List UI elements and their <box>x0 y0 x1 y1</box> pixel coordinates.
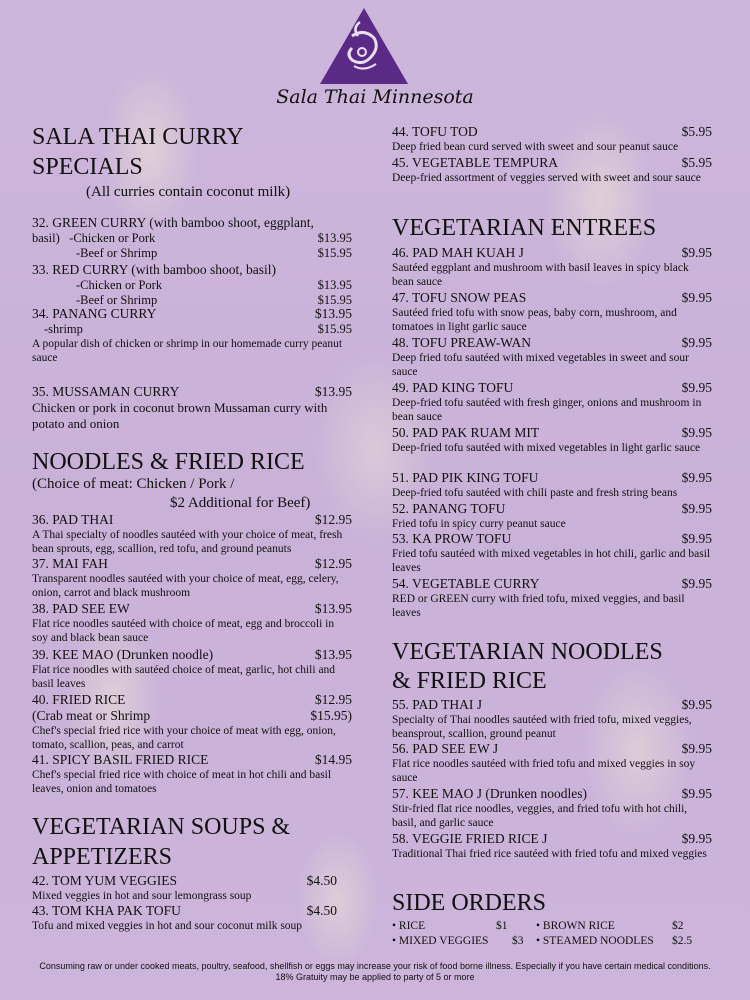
item-price: $13.95 <box>317 231 352 245</box>
curry-title-2: SPECIALS <box>32 154 143 180</box>
item-name: 49. PAD KING TOFU <box>392 380 514 395</box>
item-name: 37. MAI FAH <box>32 556 108 571</box>
menu-item-33 <box>32 262 352 308</box>
noodles-note: (Choice of meat: Chicken / Pork / <box>32 476 235 492</box>
item-price: $9.95 <box>681 380 712 395</box>
item-option: -Beef or Shrimp <box>76 246 158 260</box>
item-desc: Flat rice noodles sautéed with fried tofu and mixed veggies in soy sauce <box>392 758 696 784</box>
item-name: 42. TOM YUM VEGGIES <box>32 873 178 888</box>
menu-item-35 <box>32 384 352 432</box>
side-price: $2.5 <box>672 935 693 947</box>
side-price: $3 <box>512 935 524 947</box>
item-name: 50. PAD PAK RUAM MIT <box>392 425 540 440</box>
footer-disclaimer: Consuming raw or under cooked meats, poultry, seafood, shellfish or eggs may increase your risk of food borne illness. Especially if you have certain medical conditions. <box>39 961 711 971</box>
noodles-title: NOODLES & FRIED RICE <box>32 449 305 475</box>
item-price: $9.95 <box>681 501 712 516</box>
menu-item-57 <box>392 786 712 830</box>
menu-item-52 <box>392 501 712 531</box>
item-desc: Tofu and mixed veggies in hot and sour coconut milk soup <box>32 920 303 932</box>
menu-item-53 <box>392 531 712 575</box>
side-item: • STEAMED NOODLES <box>536 935 654 947</box>
item-desc: Stir-fried flat rice noodles, veggies, and fried tofu with hot chili, basil, and garlic sauce <box>392 803 688 829</box>
item-price: $12.95 <box>314 692 352 707</box>
item-price: $14.95 <box>314 752 352 767</box>
item-name: 32. GREEN CURRY (with bamboo shoot, eggplant, <box>32 215 314 230</box>
item-price: $4.50 <box>306 873 337 888</box>
item-desc: Fried tofu in spicy curry peanut sauce <box>392 518 566 530</box>
item-name: 55. PAD THAI J <box>392 697 483 712</box>
menu-item-49 <box>392 380 712 424</box>
item-name-2: (Crab meat or Shrimp <box>32 708 151 723</box>
item-desc: Chef's special fried rice with choice of meat in hot chili and basil leaves, onion and tomatoes <box>32 769 332 795</box>
item-price: $5.95 <box>681 155 712 170</box>
item-price: $13.95 <box>314 647 352 662</box>
item-name: 40. FRIED RICE <box>32 692 126 707</box>
menu-item-32 <box>32 215 352 261</box>
item-desc: Transparent noodles sautéed with your choice of meat, egg, celery, onion, carrot and black mushroom <box>32 573 339 599</box>
item-name: 56. PAD SEE EW J <box>392 741 499 756</box>
item-name: 34. PANANG CURRY <box>32 306 157 321</box>
item-desc: Mixed veggies in hot and sour lemongrass soup <box>32 890 252 902</box>
item-desc: Deep fried tofu sautéed with mixed vegetables in sweet and sour sauce <box>392 352 689 378</box>
item-price: $9.95 <box>681 531 712 546</box>
sides-title: SIDE ORDERS <box>392 890 547 916</box>
item-desc: Deep-fried assortment of veggies served with sweet and sour sauce <box>392 172 701 184</box>
item-price: $15.95 <box>317 293 352 307</box>
item-price: $9.95 <box>681 786 712 801</box>
item-name: 43. TOM KHA PAK TOFU <box>32 903 181 918</box>
item-desc: Flat rice noodles sautéed with choice of meat, egg and broccoli in soy and black bean sauce <box>32 618 335 644</box>
menu-item-34 <box>32 306 352 365</box>
item-price: $9.95 <box>681 470 712 485</box>
item-desc: Deep fried bean curd served with sweet and sour peanut sauce <box>392 141 679 153</box>
item-option: -Beef or Shrimp <box>76 293 158 307</box>
menu-item-50 <box>392 425 712 455</box>
item-price: $5.95 <box>681 124 712 139</box>
item-price: $9.95 <box>681 425 712 440</box>
item-price: $9.95 <box>681 245 712 260</box>
soups-title-2: APPETIZERS <box>32 844 173 870</box>
menu-item-48 <box>392 335 712 379</box>
item-name: 58. VEGGIE FRIED RICE J <box>392 831 548 846</box>
menu-item-39 <box>32 647 352 691</box>
item-desc: A popular dish of chicken or shrimp in our homemade curry peanut sauce <box>32 338 343 364</box>
side-price: $1 <box>496 920 508 932</box>
menu-item-37 <box>32 556 352 600</box>
item-desc: Sautéed fried tofu with snow peas, baby corn, mushroom, and tomatoes in light garlic sauce <box>392 307 677 333</box>
item-price: $9.95 <box>681 576 712 591</box>
item-name: 47. TOFU SNOW PEAS <box>392 290 527 305</box>
footer-gratuity: 18% Gratuity may be applied to party of 5 or more <box>275 972 475 982</box>
menu-item-51 <box>392 470 712 500</box>
item-name-cont: basil) <box>32 231 60 245</box>
item-name: 41. SPICY BASIL FRIED RICE <box>32 752 209 767</box>
vnoodles-title-2: & FRIED RICE <box>392 668 547 694</box>
item-name: 53. KA PROW TOFU <box>392 531 512 546</box>
noodles-note-2: $2 Additional for Beef) <box>170 495 311 511</box>
item-price: $15.95 <box>317 322 352 336</box>
item-name: 33. RED CURRY (with bamboo shoot, basil) <box>32 262 277 277</box>
item-name: 57. KEE MAO J (Drunken noodles) <box>392 786 587 801</box>
item-price: $12.95 <box>314 512 352 527</box>
entrees-title: VEGETARIAN ENTREES <box>392 215 657 241</box>
item-name: 46. PAD MAH KUAH J <box>392 245 524 260</box>
item-name: 36. PAD THAI <box>32 512 114 527</box>
menu-item-54 <box>392 576 712 620</box>
menu-item-55 <box>392 697 712 741</box>
side-item: • MIXED VEGGIES <box>392 935 489 947</box>
item-desc: Sautéed eggplant and mushroom with basil leaves in spicy black bean sauce <box>392 262 689 288</box>
item-desc: A Thai specialty of noodles sautéed with your choice of meat, fresh bean sprouts, egg, scallion, red tofu, and ground peanuts <box>32 529 343 555</box>
item-option: -Chicken or Pork <box>69 231 156 245</box>
item-price: $9.95 <box>681 335 712 350</box>
side-row-2 <box>392 934 692 949</box>
menu-item-45 <box>392 155 712 185</box>
item-desc: Chicken or pork in coconut brown Mussaman curry with potato and onion <box>32 400 328 431</box>
menu-item-47 <box>392 290 712 334</box>
item-name: 38. PAD SEE EW <box>32 601 130 616</box>
item-desc: Deep-fried tofu sautéed with mixed vegetables in light garlic sauce <box>392 442 701 454</box>
side-item: • BROWN RICE <box>536 920 615 932</box>
footer <box>20 961 730 983</box>
sala-thai-logo <box>318 6 410 86</box>
item-price: $13.95 <box>317 278 352 292</box>
curry-title: SALA THAI CURRY <box>32 124 244 150</box>
item-price-2: $15.95) <box>310 708 352 723</box>
menu-item-44 <box>392 124 712 154</box>
item-price: $12.95 <box>314 556 352 571</box>
menu-item-40 <box>32 692 352 752</box>
item-name: 48. TOFU PREAW-WAN <box>392 335 532 350</box>
side-item: • RICE <box>392 920 426 932</box>
item-price: $9.95 <box>681 697 712 712</box>
item-desc: Specialty of Thai noodles sautéed with fried tofu, mixed veggies, beansprout, scallion, ground peanut <box>392 714 692 740</box>
item-name: 35. MUSSAMAN CURRY <box>32 384 180 399</box>
item-name: 39. KEE MAO (Drunken noodle) <box>32 647 214 662</box>
menu-item-38 <box>32 601 352 645</box>
item-desc: RED or GREEN curry with fried tofu, mixed veggies, and basil leaves <box>392 593 685 619</box>
item-desc: Deep-fried tofu sautéed with chili paste and fresh string beans <box>392 487 678 499</box>
item-desc: Deep-fried tofu sautéed with fresh ginger, onions and mushroom in bean sauce <box>392 397 702 423</box>
side-row-1 <box>392 919 684 934</box>
menu-item-42 <box>32 873 337 903</box>
item-price: $9.95 <box>681 741 712 756</box>
menu-item-41 <box>32 752 352 796</box>
item-name: 45. VEGETABLE TEMPURA <box>392 155 559 170</box>
item-desc: Fried tofu sautéed with mixed vegetables in hot chili, garlic and basil leaves <box>392 548 711 574</box>
item-price: $13.95 <box>314 384 352 399</box>
item-name: 52. PANANG TOFU <box>392 501 506 516</box>
item-price: $13.95 <box>314 306 352 321</box>
item-price: $15.95 <box>317 246 352 260</box>
menu-item-56 <box>392 741 712 785</box>
item-option: -Chicken or Pork <box>76 278 163 292</box>
side-price: $2 <box>672 920 684 932</box>
menu-item-46 <box>392 245 712 289</box>
menu-item-58 <box>392 831 712 861</box>
item-price: $13.95 <box>314 601 352 616</box>
brand-name: Sala Thai Minnesota <box>276 86 474 108</box>
item-option: -shrimp <box>44 322 83 336</box>
item-name: 44. TOFU TOD <box>392 124 478 139</box>
curry-note: (All curries contain coconut milk) <box>86 184 291 200</box>
item-desc: Traditional Thai fried rice sautéed with fried tofu and mixed veggies <box>392 848 707 860</box>
soups-title: VEGETARIAN SOUPS & <box>32 814 291 840</box>
item-name: 51. PAD PIK KING TOFU <box>392 470 539 485</box>
menu-item-43 <box>32 903 337 933</box>
item-name: 54. VEGETABLE CURRY <box>392 576 540 591</box>
item-price: $9.95 <box>681 831 712 846</box>
menu-item-36 <box>32 512 352 556</box>
item-desc: Flat rice noodles with sautéed choice of meat, garlic, hot chili and basil leaves <box>32 664 336 690</box>
item-price: $9.95 <box>681 290 712 305</box>
item-desc: Chef's special fried rice with your choice of meat with egg, onion, tomato, scallion, peas, and carrot <box>32 725 336 751</box>
vnoodles-title: VEGETARIAN NOODLES <box>392 639 663 665</box>
item-price: $4.50 <box>306 903 337 918</box>
